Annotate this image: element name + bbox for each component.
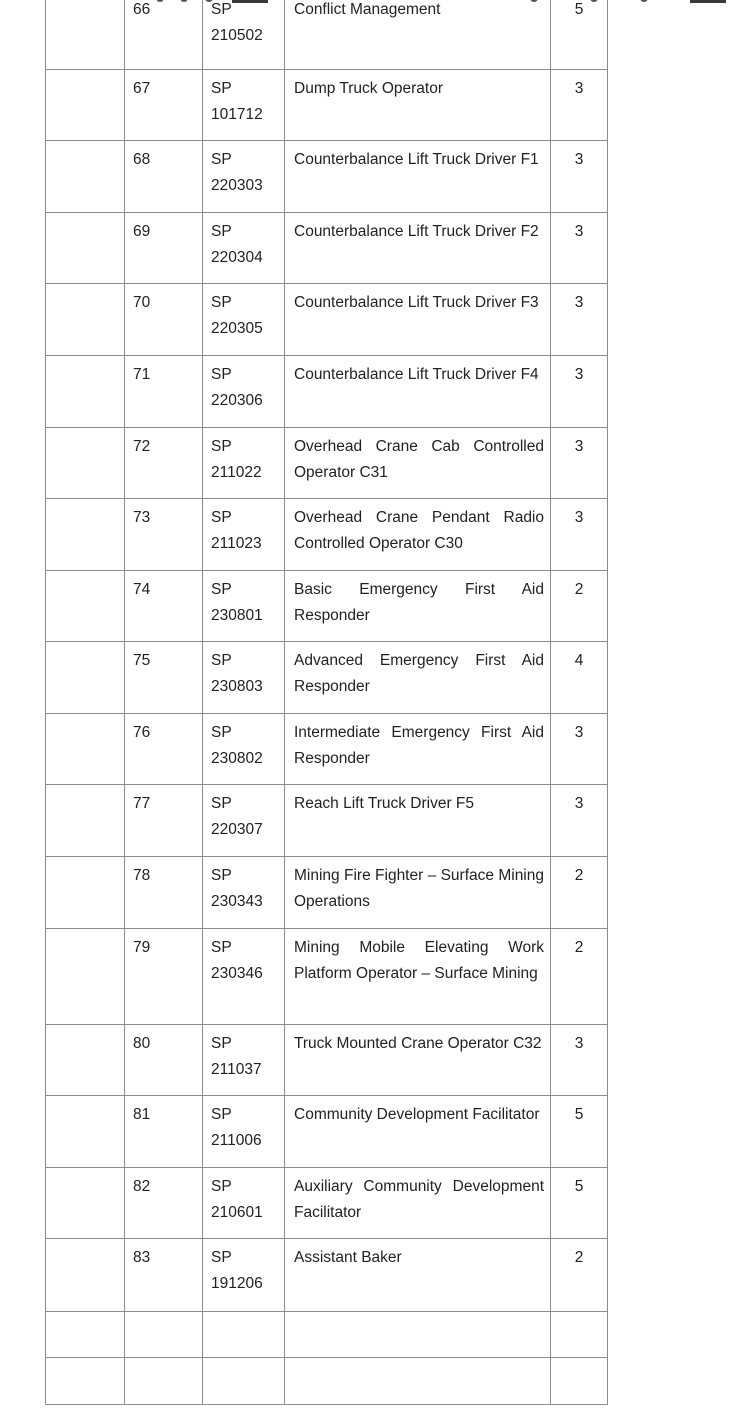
- code-cell: [203, 284, 285, 356]
- credit-value: 2: [574, 581, 584, 598]
- code-number: 220305: [211, 319, 263, 337]
- title-cell: [285, 571, 551, 642]
- program-title: Advanced Emergency First Aid Responder: [294, 652, 544, 695]
- blank-cell: [46, 284, 125, 356]
- credit-value: 2: [574, 867, 584, 884]
- table-row: [46, 571, 608, 642]
- credit-cell: [551, 785, 608, 857]
- code-number: 230802: [211, 749, 263, 767]
- code-prefix: SP: [211, 1035, 232, 1052]
- code-number: 211006: [211, 1131, 262, 1149]
- title-cell: [285, 642, 551, 714]
- table-row: [46, 213, 608, 284]
- program-title: Basic Emergency First Aid Responder: [294, 581, 544, 624]
- blank-cell: [46, 571, 125, 642]
- code-cell: [203, 141, 285, 213]
- row-number: 79: [133, 939, 151, 956]
- code-number: 211037: [211, 1060, 262, 1078]
- row-number-cell: [125, 0, 203, 70]
- blank-cell: [46, 1239, 125, 1312]
- blank-cell: [46, 1025, 125, 1096]
- row-number: 69: [133, 223, 151, 240]
- row-number-cell: [125, 1168, 203, 1239]
- program-title: Mining Mobile Elevating Work Platform Operator – Surface Mining: [294, 939, 544, 982]
- code-cell: [203, 642, 285, 714]
- row-number: 82: [133, 1178, 151, 1195]
- code-cell: [203, 1239, 285, 1312]
- row-number-cell: [125, 571, 203, 642]
- row-number: 76: [133, 724, 151, 741]
- empty-table-row: [46, 1312, 608, 1358]
- code-cell: [203, 0, 285, 70]
- table-row: [46, 714, 608, 785]
- row-number-cell: [125, 356, 203, 428]
- row-number: 70: [133, 294, 151, 311]
- table-row: [46, 284, 608, 356]
- code-cell: [203, 1096, 285, 1168]
- credit-value: 3: [574, 366, 584, 383]
- credit-cell: [551, 714, 608, 785]
- credit-cell: [551, 1025, 608, 1096]
- code-number: 230801: [211, 606, 263, 624]
- blank-cell: [125, 1312, 203, 1358]
- credit-value: 3: [574, 1035, 584, 1052]
- blank-cell: [125, 1358, 203, 1405]
- row-number-cell: [125, 642, 203, 714]
- code-prefix: SP: [211, 366, 232, 383]
- code-number: 191206: [211, 1274, 263, 1292]
- table-row: [46, 356, 608, 428]
- row-number-cell: [125, 213, 203, 284]
- row-number-cell: [125, 714, 203, 785]
- table-row: [46, 141, 608, 213]
- program-title: Dump Truck Operator: [294, 80, 444, 97]
- program-title: Overhead Crane Cab Controlled Operator C31: [294, 438, 544, 481]
- program-title: Conflict Management: [294, 1, 441, 18]
- program-title: Overhead Crane Pendant Radio Controlled Operator C30: [294, 509, 544, 552]
- title-cell: [285, 857, 551, 929]
- program-title: Community Development Facilitator: [294, 1106, 540, 1123]
- code-prefix: SP: [211, 80, 232, 97]
- table-row: [46, 499, 608, 571]
- title-cell: [285, 428, 551, 499]
- title-cell: [285, 1025, 551, 1096]
- blank-cell: [285, 1358, 551, 1405]
- credit-cell: [551, 284, 608, 356]
- title-cell: [285, 1239, 551, 1312]
- row-number-cell: [125, 857, 203, 929]
- blank-cell: [46, 857, 125, 929]
- code-number: 210502: [211, 26, 263, 44]
- blank-cell: [46, 785, 125, 857]
- credit-value: 3: [574, 438, 584, 455]
- credit-cell: [551, 857, 608, 929]
- blank-cell: [46, 70, 125, 141]
- title-cell: [285, 714, 551, 785]
- blank-cell: [46, 356, 125, 428]
- blank-cell: [46, 1312, 125, 1358]
- title-cell: [285, 141, 551, 213]
- blank-cell: [551, 1312, 608, 1358]
- credit-value: 5: [574, 1178, 584, 1195]
- credit-value: 3: [574, 151, 584, 168]
- row-number: 78: [133, 867, 151, 884]
- code-prefix: SP: [211, 294, 232, 311]
- blank-cell: [46, 929, 125, 1025]
- credit-cell: [551, 929, 608, 1025]
- code-prefix: SP: [211, 1178, 232, 1195]
- credit-cell: [551, 1096, 608, 1168]
- code-cell: [203, 785, 285, 857]
- code-number: 230343: [211, 892, 263, 910]
- title-cell: [285, 785, 551, 857]
- credit-value: 2: [574, 939, 584, 956]
- blank-cell: [46, 499, 125, 571]
- credit-value: 3: [574, 294, 584, 311]
- blank-cell: [46, 213, 125, 284]
- row-number: 66: [133, 1, 151, 18]
- program-title: Truck Mounted Crane Operator C32: [294, 1035, 542, 1052]
- table-row: [46, 1096, 608, 1168]
- row-number-cell: [125, 785, 203, 857]
- title-cell: [285, 1096, 551, 1168]
- code-cell: [203, 1025, 285, 1096]
- credit-cell: [551, 642, 608, 714]
- table-body: [46, 0, 608, 1405]
- blank-cell: [203, 1312, 285, 1358]
- credit-cell: [551, 0, 608, 70]
- status-dot-icon: [640, 0, 648, 2]
- code-prefix: SP: [211, 867, 232, 884]
- code-number: 230803: [211, 677, 263, 695]
- blank-cell: [46, 141, 125, 213]
- table-row: [46, 857, 608, 929]
- code-cell: [203, 499, 285, 571]
- code-cell: [203, 428, 285, 499]
- credit-value: 3: [574, 795, 584, 812]
- code-number: 220303: [211, 176, 263, 194]
- code-number: 101712: [211, 105, 263, 123]
- credit-value: 5: [574, 1106, 584, 1123]
- program-title: Reach Lift Truck Driver F5: [294, 795, 475, 812]
- code-number: 211022: [211, 463, 262, 481]
- row-number-cell: [125, 1025, 203, 1096]
- blank-cell: [203, 1358, 285, 1405]
- row-number-cell: [125, 1239, 203, 1312]
- code-prefix: SP: [211, 151, 232, 168]
- credit-value: 5: [574, 1, 584, 18]
- code-cell: [203, 70, 285, 141]
- row-number: 81: [133, 1106, 151, 1123]
- credit-value: 3: [574, 80, 584, 97]
- title-cell: [285, 213, 551, 284]
- table-row: [46, 1025, 608, 1096]
- row-number: 73: [133, 509, 151, 526]
- table-row: [46, 0, 608, 70]
- title-cell: [285, 70, 551, 141]
- code-prefix: SP: [211, 223, 232, 240]
- credit-cell: [551, 356, 608, 428]
- row-number: 74: [133, 581, 151, 598]
- code-number: 210601: [211, 1203, 263, 1221]
- credit-cell: [551, 1168, 608, 1239]
- row-number: 83: [133, 1249, 151, 1266]
- code-cell: [203, 1168, 285, 1239]
- program-title: Assistant Baker: [294, 1249, 402, 1266]
- code-prefix: SP: [211, 581, 232, 598]
- battery-icon: [690, 0, 726, 3]
- code-number: 220304: [211, 248, 263, 266]
- code-prefix: SP: [211, 939, 232, 956]
- table-row: [46, 1239, 608, 1312]
- blank-cell: [46, 1358, 125, 1405]
- table-row: [46, 70, 608, 141]
- credit-value: 3: [574, 724, 584, 741]
- title-cell: [285, 356, 551, 428]
- title-cell: [285, 499, 551, 571]
- empty-table-row: [46, 1358, 608, 1405]
- credit-cell: [551, 571, 608, 642]
- table-row: [46, 642, 608, 714]
- table-row: [46, 1168, 608, 1239]
- table-row: [46, 785, 608, 857]
- code-number: 220307: [211, 820, 263, 838]
- program-title: Auxiliary Community Development Facilitator: [294, 1178, 544, 1221]
- credit-value: 2: [574, 1249, 584, 1266]
- row-number-cell: [125, 141, 203, 213]
- program-title: Mining Fire Fighter – Surface Mining Operations: [294, 867, 544, 910]
- blank-cell: [46, 428, 125, 499]
- row-number-cell: [125, 929, 203, 1025]
- title-cell: [285, 0, 551, 70]
- title-cell: [285, 1168, 551, 1239]
- credit-value: 3: [574, 223, 584, 240]
- code-cell: [203, 857, 285, 929]
- blank-cell: [551, 1358, 608, 1405]
- credit-cell: [551, 428, 608, 499]
- program-title: Counterbalance Lift Truck Driver F1: [294, 151, 539, 168]
- row-number: 68: [133, 151, 151, 168]
- program-title: Counterbalance Lift Truck Driver F3: [294, 294, 539, 311]
- code-cell: [203, 714, 285, 785]
- credit-cell: [551, 213, 608, 284]
- blank-cell: [46, 0, 125, 70]
- row-number: 77: [133, 795, 151, 812]
- title-cell: [285, 284, 551, 356]
- row-number: 80: [133, 1035, 151, 1052]
- code-number: 230346: [211, 964, 263, 982]
- code-cell: [203, 356, 285, 428]
- row-number-cell: [125, 428, 203, 499]
- row-number: 71: [133, 366, 151, 383]
- code-prefix: SP: [211, 795, 232, 812]
- blank-cell: [285, 1312, 551, 1358]
- credit-cell: [551, 70, 608, 141]
- blank-cell: [46, 1168, 125, 1239]
- program-title: Counterbalance Lift Truck Driver F4: [294, 366, 539, 383]
- credit-cell: [551, 1239, 608, 1312]
- row-number-cell: [125, 70, 203, 141]
- row-number: 67: [133, 80, 151, 97]
- blank-cell: [46, 714, 125, 785]
- row-number-cell: [125, 1096, 203, 1168]
- table-row: [46, 428, 608, 499]
- table-row: [46, 929, 608, 1025]
- code-prefix: SP: [211, 438, 232, 455]
- code-cell: [203, 213, 285, 284]
- program-title: Intermediate Emergency First Aid Responder: [294, 724, 544, 767]
- row-number-cell: [125, 499, 203, 571]
- code-prefix: SP: [211, 724, 232, 741]
- credit-cell: [551, 499, 608, 571]
- title-cell: [285, 929, 551, 1025]
- code-number: 211023: [211, 534, 262, 552]
- code-prefix: SP: [211, 652, 232, 669]
- credit-cell: [551, 141, 608, 213]
- code-prefix: SP: [211, 509, 232, 526]
- code-cell: [203, 571, 285, 642]
- code-number: 220306: [211, 391, 263, 409]
- skills-program-table: [45, 0, 608, 1405]
- credit-value: 4: [574, 652, 584, 669]
- blank-cell: [46, 1096, 125, 1168]
- code-prefix: SP: [211, 1, 232, 18]
- credit-value: 3: [574, 509, 584, 526]
- row-number-cell: [125, 284, 203, 356]
- program-title: Counterbalance Lift Truck Driver F2: [294, 223, 539, 240]
- blank-cell: [46, 642, 125, 714]
- code-prefix: SP: [211, 1106, 232, 1123]
- code-prefix: SP: [211, 1249, 232, 1266]
- code-cell: [203, 929, 285, 1025]
- row-number: 72: [133, 438, 151, 455]
- row-number: 75: [133, 652, 151, 669]
